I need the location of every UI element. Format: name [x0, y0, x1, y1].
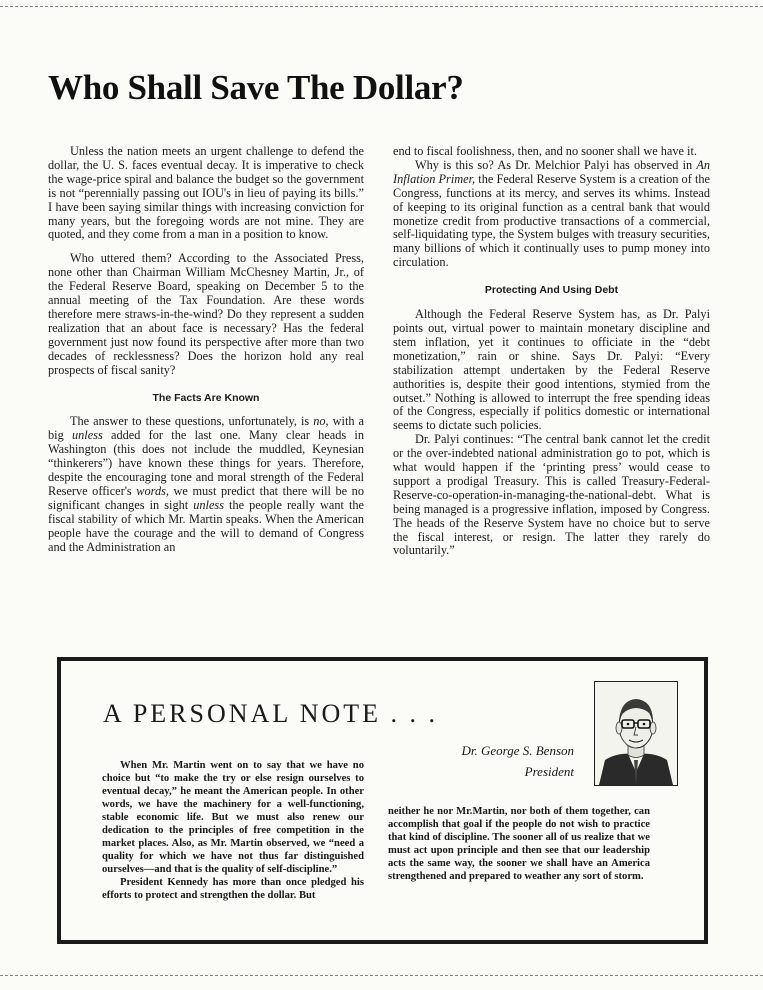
right-paragraph-4: Dr. Palyi continues: “The central bank cannot let the credit or the over-indebted national administration go to pot, which is what would happen if the ‘printing press’ would cease to support a prodigal Treasury. This is called Treasury-Federal-Reserve-co-operation-in-managing-the-national-debt. What is being managed is a progressive inflation, imposed by Congress. The heads of the Reserve System have no choice but to serve the fiscal interest, or resign. The latter they rarely do voluntarily.” [393, 432, 710, 558]
personal-note-left-paragraph-1: When Mr. Martin went on to say that we have no choice but “to make the try or else resign ourselves to eventual decay,” he meant the American people. In other words, we have the machinery for a well-functioning, stable economic life. But we must also renew our dedication to the principles of free competition in the market places. Also, as Mr. Martin observed, we “need a quality for which we have not thus far distinguished ourselves—and that is the quality of self-discipline.” [102, 760, 364, 875]
left-column [48, 145, 364, 554]
right-paragraph-1: end to fiscal foolishness, then, and no sooner shall we have it. [393, 144, 697, 158]
top-rule [0, 6, 763, 7]
left-paragraph-2: Who uttered them? According to the Associated Press, none other than Chairman William McChesney Martin, Jr., of the Federal Reserve Board, speaking on December 5 to the annual meeting of the Tax Foundation. Are these words therefore mere straws-in-the-wind? Do they represent a sudden realization that an about face is necessary? Has the federal government just now found its perspective after more than two decades of recklessness? Does the horizon hold any real prospects of fiscal sanity? [48, 251, 364, 377]
personal-note-left-column [102, 759, 364, 902]
author-title: President [524, 764, 574, 779]
right-column [393, 145, 710, 558]
author-name: Dr. George S. Benson [461, 743, 574, 758]
subhead-facts-are-known: The Facts Are Known [152, 391, 260, 404]
left-paragraph-3: The answer to these questions, unfortunately, is no, with a big unless added for the last one. Many clear heads in Washington (this does not include the muddled, Keynesian “thinkerers”) have known these things for years. Therefore, despite the encouraging tone and moral strength of the Federal Reserve officer's words, we must predict that there will be no significant changes in sight unless the people really want the fiscal stability of which Mr. Martin speaks. When the American people have the courage and the will to demand of Congress and the Administration an [48, 414, 365, 554]
right-paragraph-3: Although the Federal Reserve System has, as Dr. Palyi points out, virtual power to maintain monetary discipline and stem inflation, yet it continues to officiate in the “debt monetization,” rain or shine. Says Dr. Palyi: “Every stabilization attempt undertaken by the Federal Reserve authorities is, despite their good intentions, stymied from the outset.” Nothing is allowed to interrupt the free spending ideas of the Congress, especially if politics domestic or international seems to dictate such policies. [393, 307, 710, 433]
personal-note-right-column [388, 805, 650, 883]
personal-note-right-paragraph-1: neither he nor Mr.Martin, nor both of them together, can accomplish that goal if the people do not wish to practice that kind of discipline. The sooner all of us realize that we must act upon principle and then see that our leadership acts the same way, the sooner we shall have an America strengthened and prepared to weather any sort of storm. [388, 806, 650, 882]
subhead-protecting-and-using-debt: Protecting And Using Debt [484, 284, 619, 297]
author-portrait [594, 681, 678, 786]
portrait-illustration-icon [595, 682, 677, 785]
personal-note-title: A PERSONAL NOTE . . . [103, 699, 439, 728]
right-paragraph-2: Why is this so? As Dr. Melchior Palyi has observed in An Inflation Primer, the Federal Reserve System is a creation of the Congress, functions at its mercy, and serves its whims. Instead of keeping to its original function as a central bank that would monetize credit from productive transactions of a commercial, self-liquidating type, the System bulges with treasury securities, many billions of which it continually uses to pump money into circulation. [393, 157, 710, 270]
personal-note-box [57, 657, 708, 944]
left-paragraph-1: Unless the nation meets an urgent challenge to defend the dollar, the U. S. faces eventual decay. It is imperative to check the wage-price spiral and balance the budget so the government is not “perennially passing out IOU's in lieu of paying its bills.” I have been saying similar things with increasing conviction for many years, but the foregoing words are not mine. They are quoted, and they come from a man in a position to know. [48, 144, 364, 242]
personal-note-left-paragraph-2: President Kennedy has more than once pledged his efforts to protect and strengthen the dollar. But [102, 877, 364, 901]
bottom-rule [0, 975, 763, 976]
headline: Who Shall Save The Dollar? [48, 68, 464, 107]
